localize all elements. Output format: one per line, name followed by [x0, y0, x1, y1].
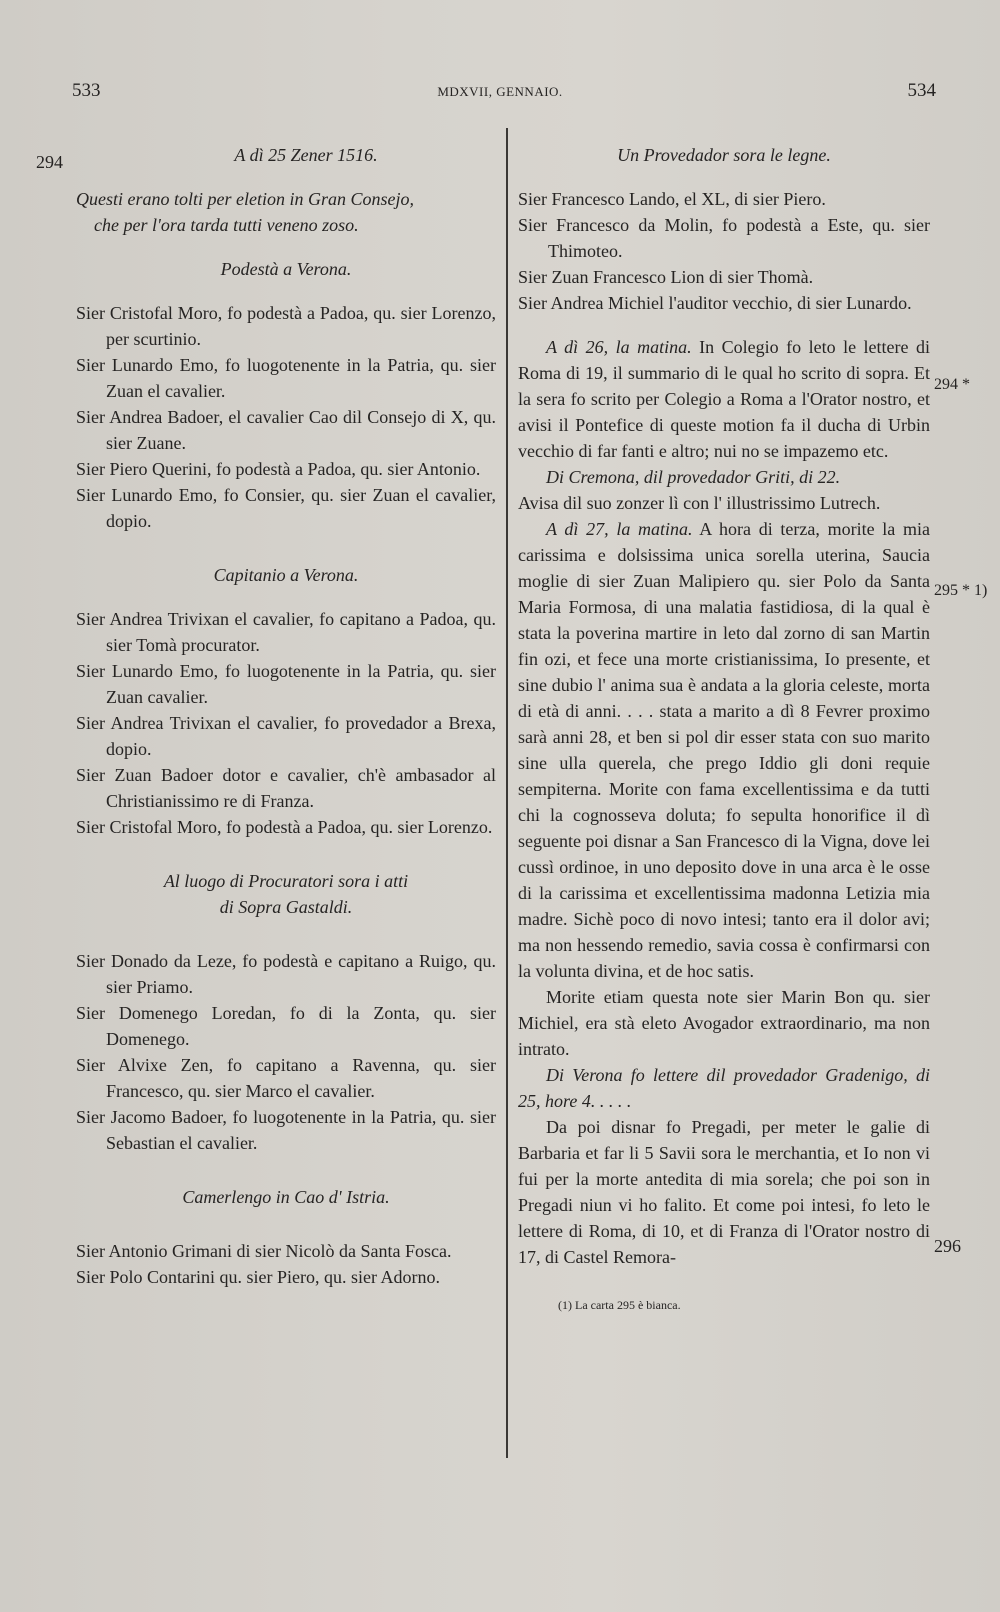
list-item: Sier Domenego Loredan, fo di la Zonta, qu. sier Domenego. — [76, 1003, 496, 1049]
list-item: Sier Antonio Grimani di sier Nicolò da Santa Fosca. — [76, 1241, 452, 1261]
section-title-podesta: Podestà a Verona. — [220, 259, 352, 279]
list-item: Sier Cristofal Moro, fo podestà a Padoa, qu. sier Lorenzo, per scurtinio. — [76, 303, 496, 349]
list-item: Sier Alvixe Zen, fo capitano a Ravenna, qu. sier Francesco, qu. sier Marco el cavalier. — [76, 1055, 496, 1101]
list-item: Sier Donado da Leze, fo podestà e capitano a Ruigo, qu. sier Priamo. — [76, 951, 496, 997]
paragraph-pregadi: Da poi disnar fo Pregadi, per meter le galie di Barbaria et far li 5 Savii sora le merchantia, et Io non vi fui per la morte antedita di mia sorela; che poi son in Pregadi niun vi ho falito. Et come poi intesi, fo leto le lettere di Roma, di 10, et di Franza di l'Orator nostro di 17, di Castel Remora- — [518, 1117, 930, 1267]
page-number-right: 534 — [907, 80, 936, 101]
paragraph-body: In Colegio fo leto le lettere di Roma di 19, il summario di le qual ho scrito di sopra. Et la sera fo scrito per Colegio a Roma a l'Orator nostro, et avisi il Pontefice di queste motion fa il ducha di Urbin vecchio di far fanti e altro; nui no se impazemo etc. — [518, 337, 931, 461]
list-item: Sier Francesco da Molin, fo podestà a Este, qu. sier Thimoteo. — [518, 215, 930, 261]
paragraph-verona-lead: Di Verona fo lettere dil provedador Gradenigo, di 25, hore 4. . . . . — [518, 1065, 930, 1111]
left-column — [76, 142, 496, 1290]
margin-note-left-294: 294 — [36, 152, 63, 172]
running-title: MDXVII, GENNAIO. — [437, 84, 563, 99]
list-item: Sier Lunardo Emo, fo Consier, qu. sier Zuan el cavalier, dopio. — [76, 485, 496, 531]
paragraph-cremona-lead: Di Cremona, dil provedador Griti, di 22. — [546, 467, 841, 487]
section-title-provedador: Un Provedador sora le legne. — [617, 145, 831, 165]
list-item: Sier Cristofal Moro, fo podestà a Padoa, qu. sier Lorenzo. — [76, 817, 493, 837]
list-item: Sier Jacomo Badoer, fo luogotenente in la Patria, qu. sier Sebastian el cavalier. — [76, 1107, 496, 1153]
paragraph-marin-bon: Morite etiam questa note sier Marin Bon qu. sier Michiel, era stà eleto Avogador extraordinario, ma non intrato. — [518, 987, 930, 1059]
list-item: Sier Andrea Badoer, el cavalier Cao dil Consejo di X, qu. sier Zuane. — [76, 407, 496, 453]
column-divider — [506, 128, 508, 1458]
paragraph-27-matina — [518, 516, 930, 984]
list-podesta — [76, 300, 496, 534]
list-capitanio — [76, 606, 496, 840]
section-title-procuratori-2: di Sopra Gastaldi. — [219, 897, 353, 917]
list-item: Sier Zuan Badoer dotor e cavalier, ch'è ambasador al Christianissimo re di Franza. — [76, 765, 496, 811]
list-camerlengo — [76, 1238, 496, 1290]
intro-line-1: Questi erano tolti per eletion in Gran Consejo, — [76, 189, 414, 209]
footnote: (1) La carta 295 è bianca. — [558, 1298, 681, 1312]
paragraph-lead: A dì 26, la matina. — [546, 337, 692, 357]
right-column — [518, 142, 930, 1318]
section-title-camerlengo: Camerlengo in Cao d' Istria. — [182, 1187, 390, 1207]
list-item: Sier Andrea Michiel l'auditor vecchio, di sier Lunardo. — [518, 293, 912, 313]
paragraph-body: A hora di terza, morite la mia carissima e dolsissima unica sorella uterina, Saucia moglie di sier Zuan Malipiero qu. sier Polo da Santa Maria Formosa, di una malatia fastidiosa, di la qual è stata la poverina martire in leto dal zorno di san Martin fin ozi, et fece una morte cristianissima, Io presente, et sine dubio l' anima sua è andata a la gloria celeste, morta di età di anni. . . . stata a marito a dì 8 Fevrer proximo sarà anni 28, et ben si pol dir esser stata con suo marito sine ulla querela, che prego Iddio gli doni requie sempiterna. Morite con fama excellentissima e da tutti chi la cognosseva doluta; fo sepulta honorifice il dì seguente poi disnar a San Francesco di la Vigna, dove lei cussì ordinoe, in uno deposito dove in una arca è le osse di la carissima et excellentissima madonna Letizia mia madre. Sichè poco di novo intesi; tanto era il dolor avi; ma non hessendo remedio, savia cossa è confirmarsi con la volunta divina, et de hoc satis. — [518, 519, 930, 981]
margin-note-right-296: 296 — [934, 1236, 961, 1256]
list-item: Sier Lunardo Emo, fo luogotenente in la Patria, qu. sier Zuan cavalier. — [76, 661, 496, 707]
paragraph-26-matina — [518, 334, 930, 464]
list-item: Sier Andrea Trivixan el cavalier, fo provedador a Brexa, dopio. — [76, 713, 496, 759]
page-number-left: 533 — [72, 80, 101, 101]
list-item: Sier Zuan Francesco Lion di sier Thomà. — [518, 267, 814, 287]
list-item: Sier Piero Querini, fo podestà a Padoa, qu. sier Antonio. — [76, 459, 481, 479]
list-provedador — [518, 186, 930, 316]
date-heading: A dì 25 Zener 1516. — [234, 145, 378, 165]
list-item: Sier Andrea Trivixan el cavalier, fo capitano a Padoa, qu. sier Tomà procurator. — [76, 609, 496, 655]
paragraph-lead: A dì 27, la matina. — [546, 519, 693, 539]
list-item: Sier Francesco Lando, el XL, di sier Piero. — [518, 189, 826, 209]
margin-note-right-294: 294 * — [934, 376, 970, 393]
paragraph-cremona-body: Avisa dil suo zonzer lì con l' illustrissimo Lutrech. — [518, 493, 881, 513]
list-item: Sier Lunardo Emo, fo luogotenente in la Patria, qu. sier Zuan el cavalier. — [76, 355, 496, 401]
section-title-procuratori-1: Al luogo di Procuratori sora i atti — [163, 871, 409, 891]
intro-line-2: che per l'ora tarda tutti veneno zoso. — [94, 215, 359, 235]
list-item: Sier Polo Contarini qu. sier Piero, qu. sier Adorno. — [76, 1267, 440, 1287]
section-title-capitanio: Capitanio a Verona. — [213, 565, 359, 585]
list-procuratori — [76, 948, 496, 1156]
margin-note-right-295: 295 * 1) — [934, 582, 988, 599]
